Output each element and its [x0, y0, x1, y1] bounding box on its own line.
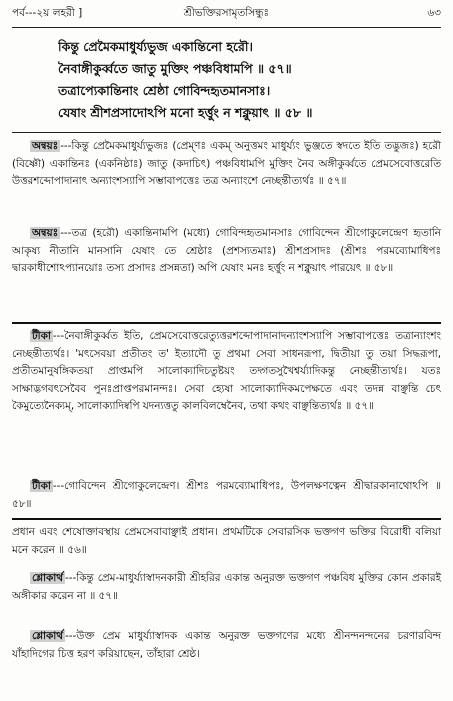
sloka-text: ---উক্ত প্রেম মাধুর্য্যাস্বাদক একান্ত অনুরক্ত ভক্তগণের মধ্যে শ্রীনন্দনন্দনের চরণারবিন্দ যাঁহাদিগের চিত্ত হরণ করিয়াছেন, তাঁহারা শ্রেষ্ঠ।	[12, 630, 441, 660]
section-rule	[12, 518, 441, 520]
verse-rule	[12, 132, 441, 133]
tika-label: টীকা	[32, 330, 51, 342]
sloka-artha-58	[12, 628, 441, 663]
tika-text: ---নৈবাঙ্গীকুর্ব্বত ইতি, প্রেমসেবোত্তরেত্যুত্তরশব্দোপাদানাদন্যাংশস্যাপি সম্ভাবাপত্তেঃ তত্রান্যাংশং নেচ্ছন্তীত্যর্থঃ। 'মৎসেবয়া প্রতীতং ত' ইত্যাদৌ তু প্রথমা সেবা সাধনরূপা, দ্বিতীয়া তু তয়া সিদ্ধরূপা, প্রতীতমানুষঙ্গিকতয়া প্রাপ্তমপি সালোক্যাদিচতুষ্টয়ং তদ্গতসুখৈশ্বর্য্যাদিকন্তু নেচ্ছন্তীত্যর্থঃ। যতঃ সাক্ষাদ্ভগবৎসেবৈব পুনঃপ্রাপ্তপরমানন্দঃ। সেবা হ্যেষা সালোক্যাদিকমপেক্ষতে এবং তদন্ন বাঞ্ছন্তি চেৎ কৈমুত্যেনৈক্যম্, সালোক্যাদিষ্বপি যদন্যত্ততু কালবিলম্বেনৈব, তথা কথং বাঞ্ছন্তিত্যর্থঃ ॥ ৫৭॥	[12, 330, 441, 413]
anvaya-text: ---কিন্তু প্রেমৈকমাধুর্য্যভুজঃ (প্রেম্ণঃ একম্ অনুত্তমং মাধুর্য্যং ভুঞ্জতে স্বদতে ইতি তদ্ভুজঃ) হরৌ (বিষ্ণৌ) একান্তিনঃ (একনিষ্ঠাঃ) জাতু (কদাচিৎ) পঞ্চবিধামপি মুক্তিং নৈব অঙ্গীকুর্ব্বতে প্রেমসেবোত্তরেতি উত্তরশব্দোপাদানাৎ অন্যাংশস্যাপি সম্ভাবাপত্তেঃ তত্র অন্যাংশে নেচ্ছন্তীত্যর্থঃ ॥ ৫৭॥	[12, 140, 441, 188]
sanskrit-verses	[58, 36, 439, 124]
verse-line: তত্রাপ্যেকান্তিনাং শ্রেষ্ঠা গোবিন্দহৃতমানসাঃ।	[58, 83, 271, 98]
section-rule	[12, 322, 441, 324]
book-title: শ্রীভক্তিরসামৃতসিন্ধুঃ	[183, 7, 270, 19]
sloka-artha-57	[12, 570, 441, 605]
tika-label: টীকা	[32, 480, 51, 492]
anvaya-text: ---তত্র (হরৌ) একান্তিনামপি (মধ্যে) গোবিন্দহৃতমানসাঃ গোবিন্দেন শ্রীগোকুলেন্দ্রেণ হৃতানি আকৃষ্য নীতানি মানসানি যেষাং তে শ্রেষ্ঠাঃ (প্রশস্যতমাঃ) শ্রীশপ্রসাদঃ (শ্রীশঃ পরমব্যোমাধিপঃ দ্বারকাধীশোঽপ্যানয়োঃ তস্য প্রসাদঃ প্রসন্নতা) অপি যেষাং মনঃ হর্ত্তুং ন শক্নুয়াৎ পারয়েৎ ॥ ৫৮॥	[12, 227, 441, 275]
commentary-text: প্রধান এবং শেষোক্তাবস্থায় প্রেমসেবাবাঞ্ছাই প্রধান। প্রথমটিকে সেবারসিক ভক্তগণ ভক্তির বিরোধী বলিয়া মনে করেন ॥ ৫৬॥	[12, 526, 441, 556]
sloka-text: ---কিন্তু প্রেম-মাধুর্য্যাস্বাদনকারী শ্রীহরির একান্ত অনুরক্ত ভক্তগণ পঞ্চবিধ মুক্তির কোন প্রকারই অঙ্গীকার করেন না ॥ ৫৭॥	[12, 572, 441, 602]
header-rule	[12, 27, 441, 28]
verse-line: কিন্তু প্রেমৈকমাধুর্য্যভুজ একান্তিনো হরৌ।	[58, 39, 253, 54]
page-number: ৬৩	[427, 7, 441, 19]
sloka-label: শ্লোকার্থ	[32, 630, 64, 642]
anvaya-label: অন্বয়ঃ	[32, 140, 59, 152]
tika-text: ---গোবিন্দেন শ্রীগোকুলেন্দ্রেণ। শ্রীশঃ পরমব্যোমাধিপঃ, উপলক্ষণত্বেন শ্রীদ্বারকানাথোঽপি ॥ ৫৮॥	[12, 480, 441, 510]
chapter-label: পর্ব---২য় লহরী ]	[12, 7, 83, 19]
anvaya-57	[12, 138, 441, 191]
page-header	[12, 6, 441, 24]
sloka-label: শ্লোকার্থ	[32, 572, 64, 584]
anvaya-58	[12, 225, 441, 278]
verse-line: নৈবাঙ্গীকুর্ব্বতে জাতু মুক্তিং পঞ্চবিধামপি ॥ ৫৭॥	[58, 61, 292, 76]
tika-57	[12, 328, 441, 416]
tika-58	[12, 478, 441, 513]
anvaya-label: অন্বয়ঃ	[32, 227, 59, 239]
bengali-commentary	[12, 524, 441, 559]
verse-line: যেষাং শ্রীশপ্রসাদোঽপি মনো হর্ত্তুং ন শক্নুয়াৎ ॥ ৫৮ ॥	[58, 105, 313, 120]
